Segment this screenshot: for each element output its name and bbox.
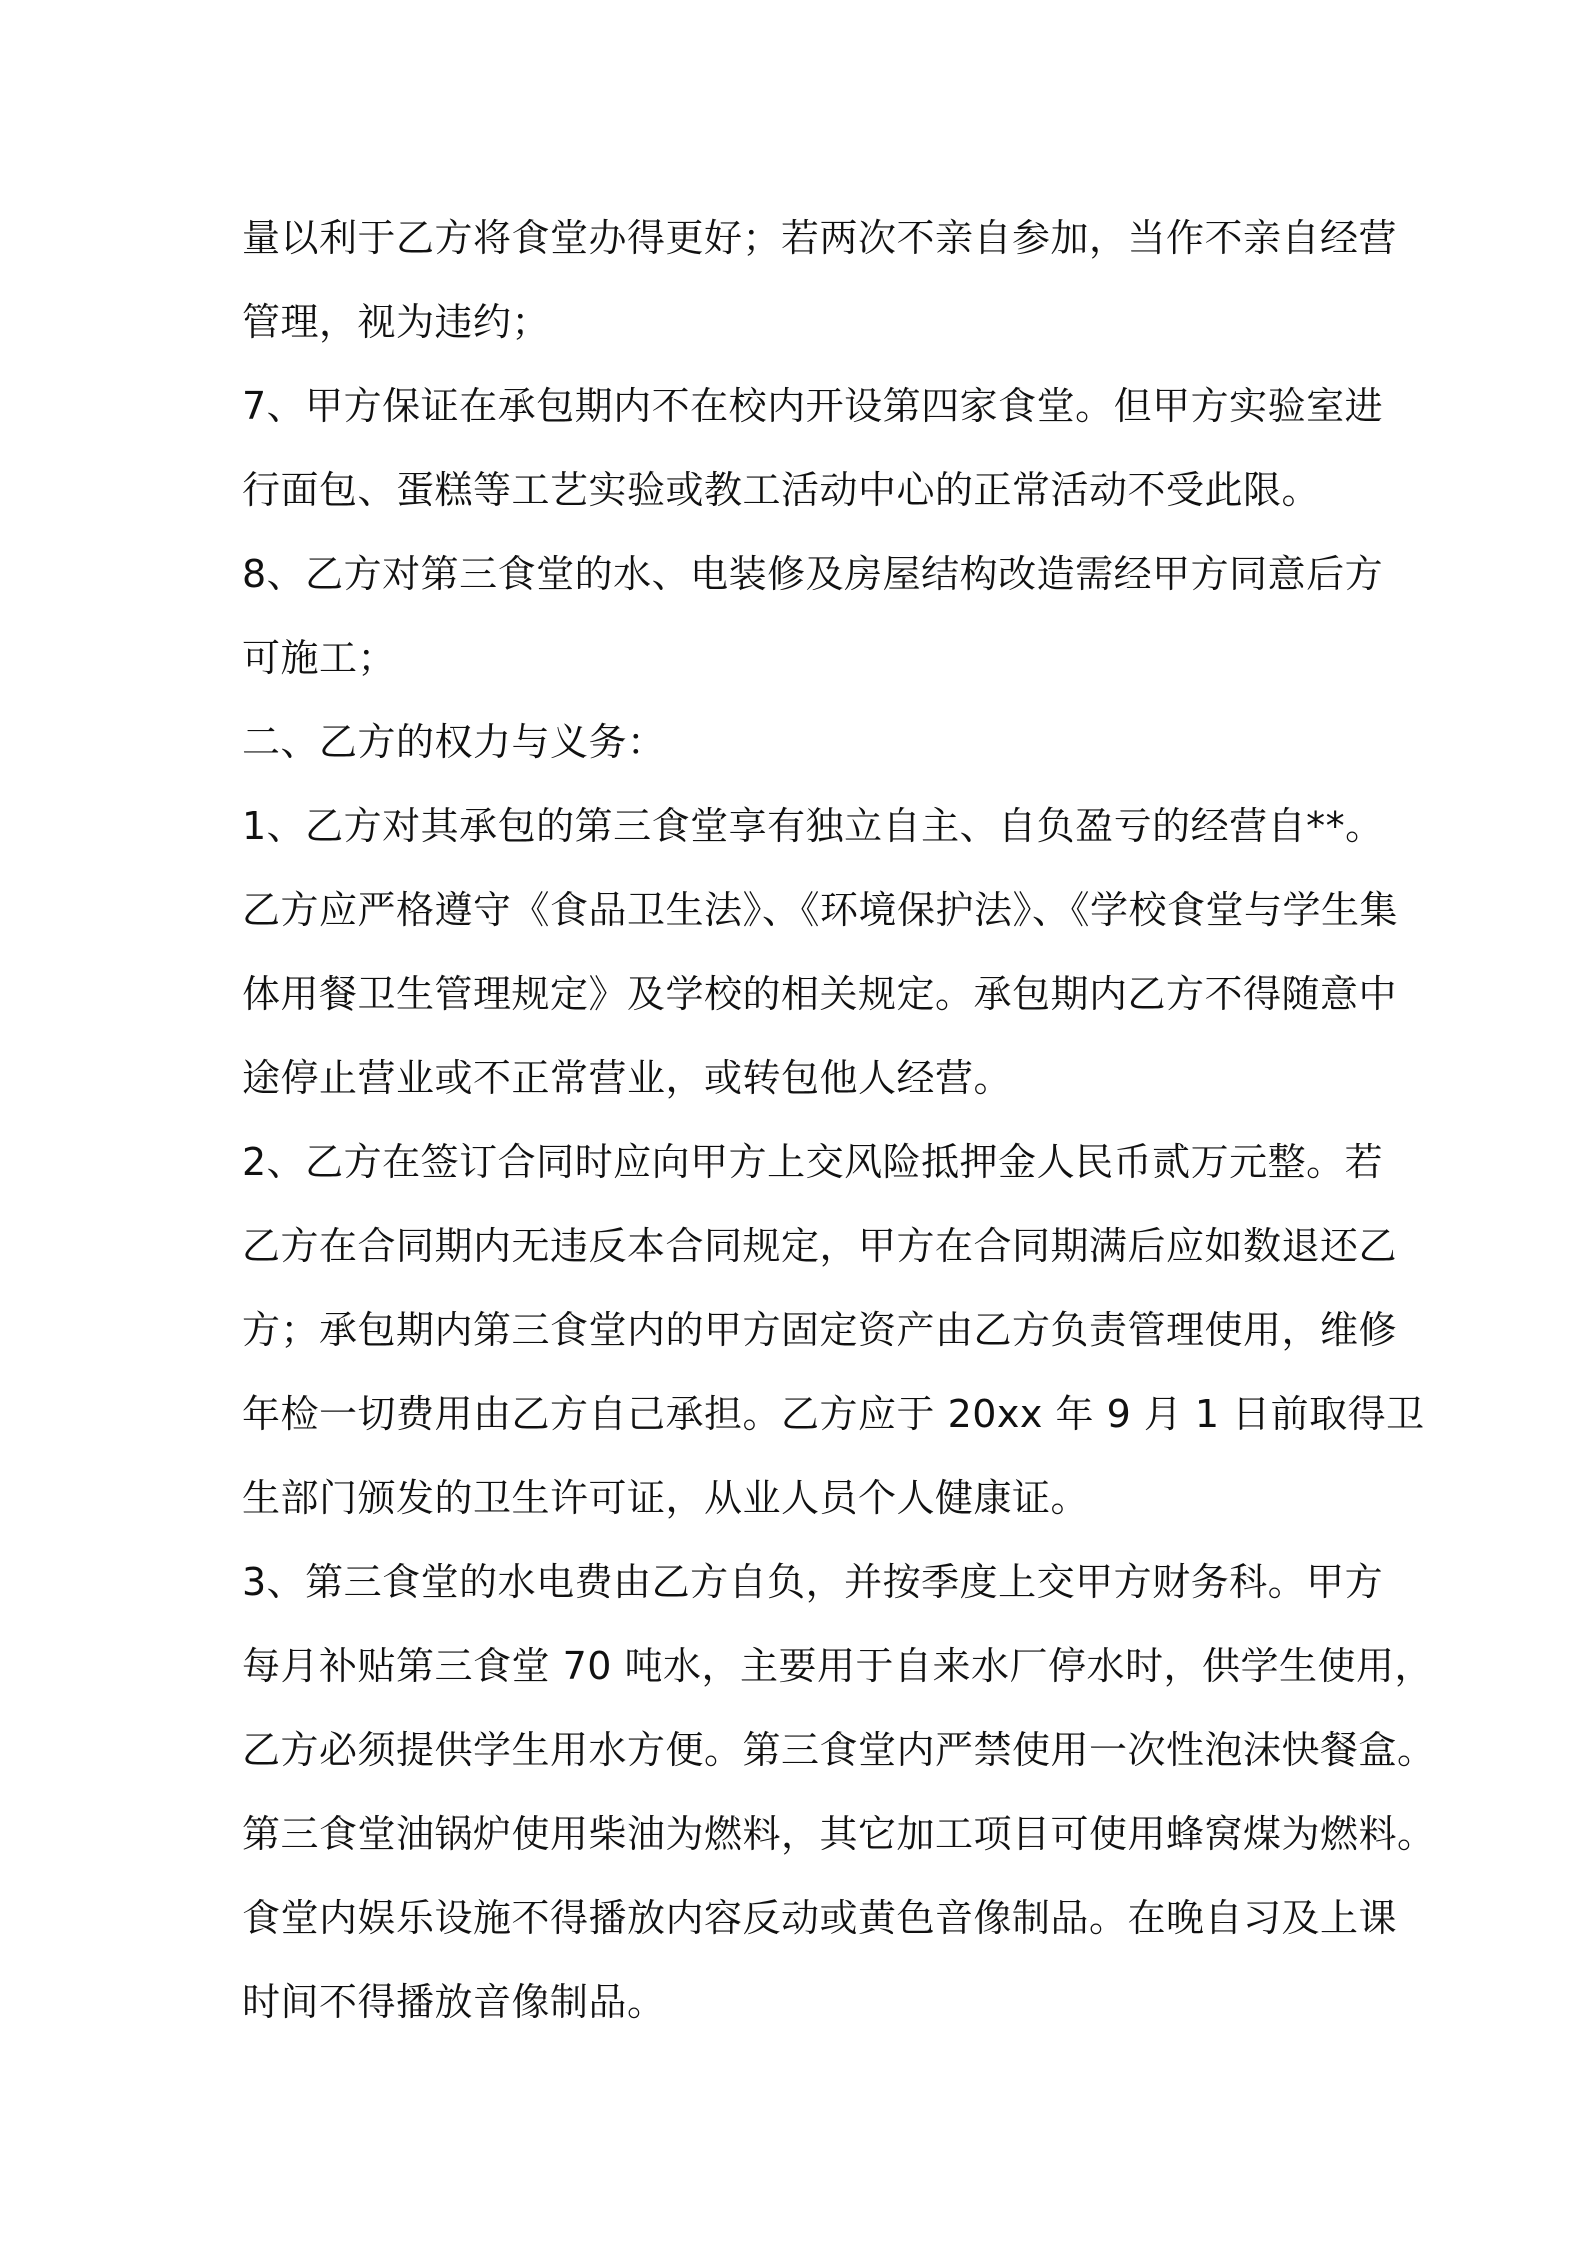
text-line: 乙方必须提供学生用水方便。第三食堂内严禁使用一次性泡沫快餐盒。: [242, 1728, 1436, 1772]
text-line: 第三食堂油锅炉使用柴油为燃料，其它加工项目可使用蜂窝煤为燃料。: [242, 1812, 1436, 1856]
text-line: 生部门颁发的卫生许可证，从业人员个人健康证。: [242, 1476, 1090, 1520]
text-line: 可施工；: [242, 636, 397, 680]
text-line: 2、乙方在签订合同时应向甲方上交风险抵押金人民币贰万元整。若: [242, 1140, 1384, 1184]
text-line: 食堂内娱乐设施不得播放内容反动或黄色音像制品。在晚自习及上课: [242, 1896, 1398, 1940]
text-line: 3、第三食堂的水电费由乙方自负，并按季度上交甲方财务科。甲方: [242, 1560, 1384, 1604]
text-line: 每月补贴第三食堂 70 吨水，主要用于自来水厂停水时，供学生使用，: [242, 1644, 1434, 1688]
text-line: 管理，视为违约；: [242, 300, 551, 344]
text-line: 量以利于乙方将食堂办得更好；若两次不亲自参加，当作不亲自经营: [242, 216, 1398, 260]
text-line: 1、乙方对其承包的第三食堂享有独立自主、自负盈亏的经营自**。: [242, 804, 1384, 848]
text-line: 方；承包期内第三食堂内的甲方固定资产由乙方负责管理使用，维修: [242, 1308, 1398, 1352]
body-text: [242, 196, 1436, 2044]
text-line: 途停止营业或不正常营业，或转包他人经营。: [242, 1056, 1013, 1100]
text-line: 行面包、蛋糕等工艺实验或教工活动中心的正常活动不受此限。: [242, 468, 1321, 512]
section-heading: 二、乙方的权力与义务：: [242, 720, 666, 764]
text-line: 体用餐卫生管理规定》及学校的相关规定。承包期内乙方不得随意中: [242, 972, 1398, 1016]
text-line: 8、乙方对第三食堂的水、电装修及房屋结构改造需经甲方同意后方: [242, 552, 1384, 596]
text-line: 年检一切费用由乙方自己承担。乙方应于 20xx 年 9 月 1 日前取得卫: [242, 1392, 1425, 1436]
text-line: 乙方应严格遵守《食品卫生法》、《环境保护法》、《学校食堂与学生集: [242, 888, 1399, 932]
text-line: 乙方在合同期内无违反本合同规定，甲方在合同期满后应如数退还乙: [242, 1224, 1398, 1268]
text-line: 时间不得播放音像制品。: [242, 1980, 666, 2024]
text-line: 7、甲方保证在承包期内不在校内开设第四家食堂。但甲方实验室进: [242, 384, 1384, 428]
